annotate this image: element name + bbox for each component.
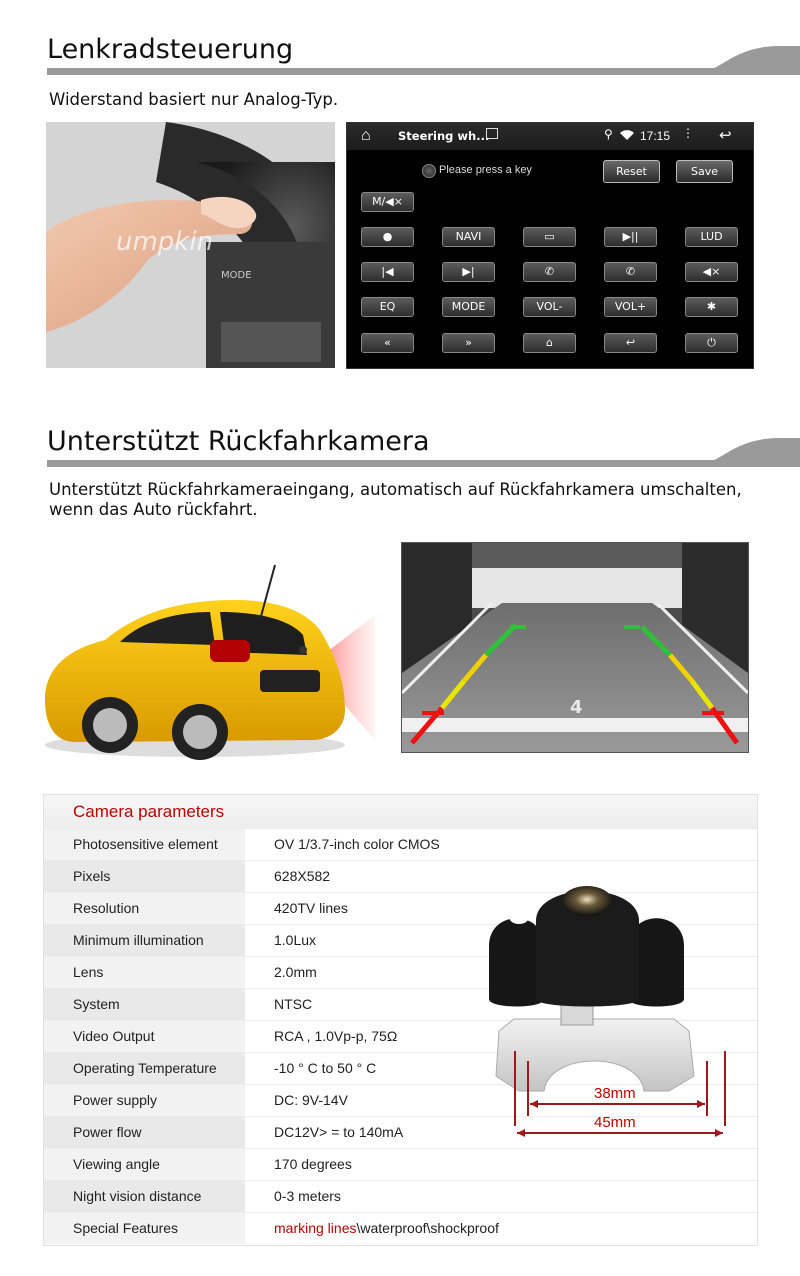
previous-button[interactable]: |◀ xyxy=(361,262,414,282)
row-value: 0-3 meters xyxy=(274,1188,341,1204)
table-row xyxy=(44,1181,757,1213)
section-divider-bar xyxy=(47,68,747,75)
row-label: Resolution xyxy=(44,893,245,924)
mute-button[interactable]: ◀× xyxy=(685,262,738,282)
row-label: Night vision distance xyxy=(44,1181,245,1212)
camera-product-photo xyxy=(444,881,744,1141)
back-button[interactable]: ↩ xyxy=(604,333,657,353)
row-label: Minimum illumination xyxy=(44,925,245,956)
disc-button[interactable]: ● xyxy=(361,227,414,247)
save-button[interactable]: Save xyxy=(676,160,733,183)
reset-button[interactable]: Reset xyxy=(603,160,660,183)
power-button[interactable]: ⏻ xyxy=(685,333,738,353)
lud-button[interactable]: LUD xyxy=(685,227,738,247)
row-value xyxy=(247,1213,757,1244)
camera-description-line1: Unterstützt Rückfahrkameraeingang, automatisch auf Rückfahrkamera umschalten, xyxy=(49,480,742,499)
row-value: NTSC xyxy=(274,996,313,1012)
section-title-steering: Lenkradsteuerung xyxy=(47,34,294,65)
screen-title: Steering wh... xyxy=(398,129,490,143)
image-icon xyxy=(486,128,498,139)
row-label: Viewing angle xyxy=(44,1149,245,1180)
back-icon[interactable]: ↩ xyxy=(719,127,732,144)
other-features: \waterproof\shockproof xyxy=(356,1220,499,1236)
row-value: 1.0Lux xyxy=(274,932,317,948)
fast-forward-button[interactable]: » xyxy=(442,333,495,353)
row-value: 170 degrees xyxy=(274,1156,352,1172)
table-row xyxy=(44,1149,757,1181)
table-header xyxy=(44,795,757,829)
row-label: Photosensitive element xyxy=(44,829,245,860)
radio-button[interactable]: ▭ xyxy=(523,227,576,247)
highlight-feature: marking lines xyxy=(274,1220,357,1236)
camera-description-line2: wenn das Auto rückfahrt. xyxy=(49,500,258,519)
steering-wheel-photo xyxy=(46,122,335,368)
row-label: Power flow xyxy=(44,1117,245,1148)
clock: 17:15 xyxy=(640,129,671,143)
table-row xyxy=(44,829,757,861)
row-label: Lens xyxy=(44,957,245,988)
dimension-outer-label: 45mm xyxy=(594,1114,636,1131)
rear-camera-view xyxy=(401,542,749,753)
row-value: -10 ° C to 50 ° C xyxy=(274,1060,377,1076)
volume-down-button[interactable]: VOL- xyxy=(523,297,576,317)
section-divider-bar xyxy=(47,460,747,467)
row-label: Special Features xyxy=(44,1213,245,1244)
table-row xyxy=(44,1213,757,1245)
mute-toggle-button[interactable]: M/◀× xyxy=(361,192,414,212)
section-divider-swoosh xyxy=(690,436,800,468)
steering-description: Widerstand basiert nur Analog-Typ. xyxy=(49,90,339,109)
mode-button[interactable]: MODE xyxy=(442,297,495,317)
row-value: DC: 9V-14V xyxy=(274,1092,348,1108)
rewind-button[interactable]: « xyxy=(361,333,414,353)
row-value: OV 1/3.7-inch color CMOS xyxy=(274,836,440,852)
next-button[interactable]: ▶| xyxy=(442,262,495,282)
row-value: 420TV lines xyxy=(274,900,348,916)
wifi-icon xyxy=(620,130,634,141)
row-label: Video Output xyxy=(44,1021,245,1052)
call-answer-button[interactable]: ✆ xyxy=(523,262,576,282)
camera-parameters-table xyxy=(43,794,758,1246)
row-label: Pixels xyxy=(44,861,245,892)
call-hangup-button[interactable]: ✆ xyxy=(604,262,657,282)
row-label: System xyxy=(44,989,245,1020)
table-title: Camera parameters xyxy=(73,802,225,821)
photo-watermark: umpkin xyxy=(116,227,214,257)
section-title-camera: Unterstützt Rückfahrkamera xyxy=(47,426,430,457)
parking-spot-number: 4 xyxy=(570,697,583,718)
section-divider-swoosh xyxy=(690,44,800,76)
bluetooth-button[interactable]: ✱ xyxy=(685,297,738,317)
row-label: Power supply xyxy=(44,1085,245,1116)
eq-button[interactable]: EQ xyxy=(361,297,414,317)
volume-up-button[interactable]: VOL+ xyxy=(604,297,657,317)
row-value: DC12V> = to 140mA xyxy=(274,1124,404,1140)
location-icon: ⚲ xyxy=(604,127,613,141)
play-pause-button[interactable]: ▶|| xyxy=(604,227,657,247)
prompt-text: Please press a key xyxy=(439,164,532,176)
car-illustration xyxy=(35,560,375,770)
svg-text:MODE: MODE xyxy=(221,270,252,281)
status-bar xyxy=(347,123,753,150)
status-indicator-icon xyxy=(422,164,436,178)
home-icon[interactable]: ⌂ xyxy=(361,127,371,144)
cast-icon: ⋮ xyxy=(682,126,694,140)
navi-button[interactable]: NAVI xyxy=(442,227,495,247)
dimension-inner-label: 38mm xyxy=(594,1085,636,1102)
row-label: Operating Temperature xyxy=(44,1053,245,1084)
row-value: 2.0mm xyxy=(274,964,317,980)
steering-setup-screen xyxy=(346,122,754,369)
row-value: 628X582 xyxy=(274,868,331,884)
home-button[interactable]: ⌂ xyxy=(523,333,576,353)
row-value: RCA , 1.0Vp-p, 75Ω xyxy=(274,1028,398,1044)
